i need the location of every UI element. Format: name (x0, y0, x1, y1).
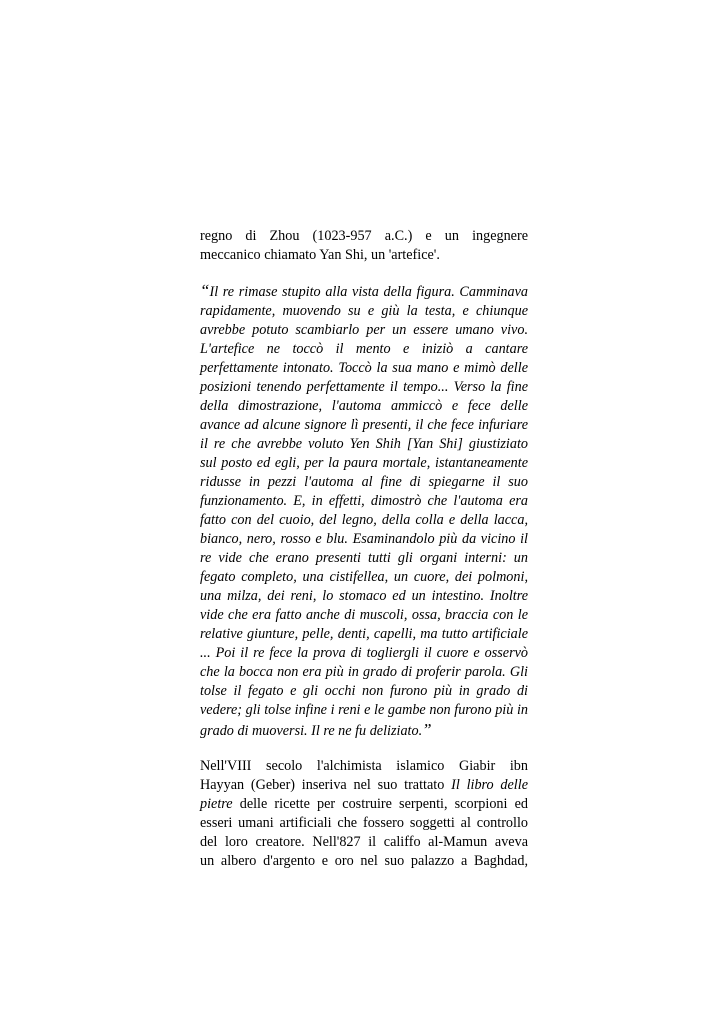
text-line: perfettamente intonato. Toccò la sua mano e mimò delle (200, 360, 528, 376)
text-line: relative giunture, pelle, denti, capelli, ma tutto artificiale (200, 626, 528, 642)
text-run: Hayyan (Geber) inseriva nel suo trattato (200, 777, 452, 793)
text-line: rapidamente, muovendo su e giù la testa, e chiunque (200, 303, 528, 319)
text-line (200, 795, 528, 814)
text-run: delle ricette per costruire serpenti, scorpioni ed (232, 796, 528, 812)
open-quote-mark: “ (200, 281, 210, 300)
text-line: della dimostrazione, l'automa ammiccò e fece delle (200, 398, 528, 414)
text-line: regno di Zhou (1023-957 a.C.) e un ingegnere (200, 228, 528, 244)
text-line: meccanico chiamato Yan Shi, un 'artefice'. (200, 247, 440, 263)
text-line: avrebbe potuto scambiarlo per un essere umano vivo. (200, 322, 528, 338)
paragraph-intro (200, 227, 528, 265)
text-line: che la bocca non era più in grado di proferir parola. Gli (200, 664, 528, 680)
text-line (200, 281, 528, 302)
text-line: fatto con del cuoio, del legno, della colla e della lacca, (200, 512, 528, 528)
text-line: posizioni tenendo perfettamente il tempo... Verso la fine (200, 379, 528, 395)
text-line: ... Poi il re fece la prova di togliergli il cuore e osservò (200, 645, 528, 661)
text-line: sul posto ed egli, per la paura mortale, istantaneamente (200, 455, 528, 471)
quote-line-text: grado di muoversi. Il re ne fu deliziato. (200, 723, 423, 739)
text-line: del loro creatore. Nell'827 il califfo al-Mamun aveva (200, 834, 528, 850)
text-line (200, 776, 528, 795)
text-line: avance ad alcune signore lì presenti, il che fece infuriare (200, 417, 528, 433)
text-line: fegato completo, una cistifellea, un cuore, dei polmoni, (200, 569, 528, 585)
text-line: funzionamento. E, in effetti, dimostrò che l'automa era (200, 493, 528, 509)
block-quote (200, 281, 528, 741)
text-line: L'artefice ne toccò il mento e iniziò a cantare (200, 341, 528, 357)
text-line: tolse il fegato e gli occhi non furono più in grado di (200, 683, 528, 699)
text-line (200, 720, 528, 741)
text-line: vide che era fatto anche di muscoli, ossa, braccia con le (200, 607, 528, 623)
text-line: Nell'VIII secolo l'alchimista islamico Giabir ibn (200, 758, 528, 774)
paragraph-geber (200, 757, 528, 871)
text-line: bianco, nero, rosso e blu. Esaminandolo più da vicino il (200, 531, 528, 547)
quote-line-text: Il re rimase stupito alla vista della figura. Camminava (209, 284, 528, 300)
text-line: re vide che erano presenti tutti gli organi interni: un (200, 550, 528, 566)
body-text (200, 227, 528, 887)
text-line: esseri umani artificiali che fossero soggetti al controllo (200, 815, 528, 831)
text-line: vedere; gli tolse infine i reni e le gambe non furono più in (200, 702, 528, 718)
text-line: il re che avrebbe voluto Yen Shih [Yan Shi] giustiziato (200, 436, 528, 452)
text-line: una milza, dei reni, lo stomaco ed un intestino. Inoltre (200, 588, 528, 604)
book-title-italic: Il libro delle (451, 777, 528, 793)
book-title-italic: pietre (200, 796, 233, 812)
text-line: un albero d'argento e oro nel suo palazzo a Baghdad, (200, 853, 528, 869)
text-line: ridusse in pezzi l'automa al fine di spiegarne il suo (200, 474, 528, 490)
close-quote-mark: ” (422, 720, 432, 739)
